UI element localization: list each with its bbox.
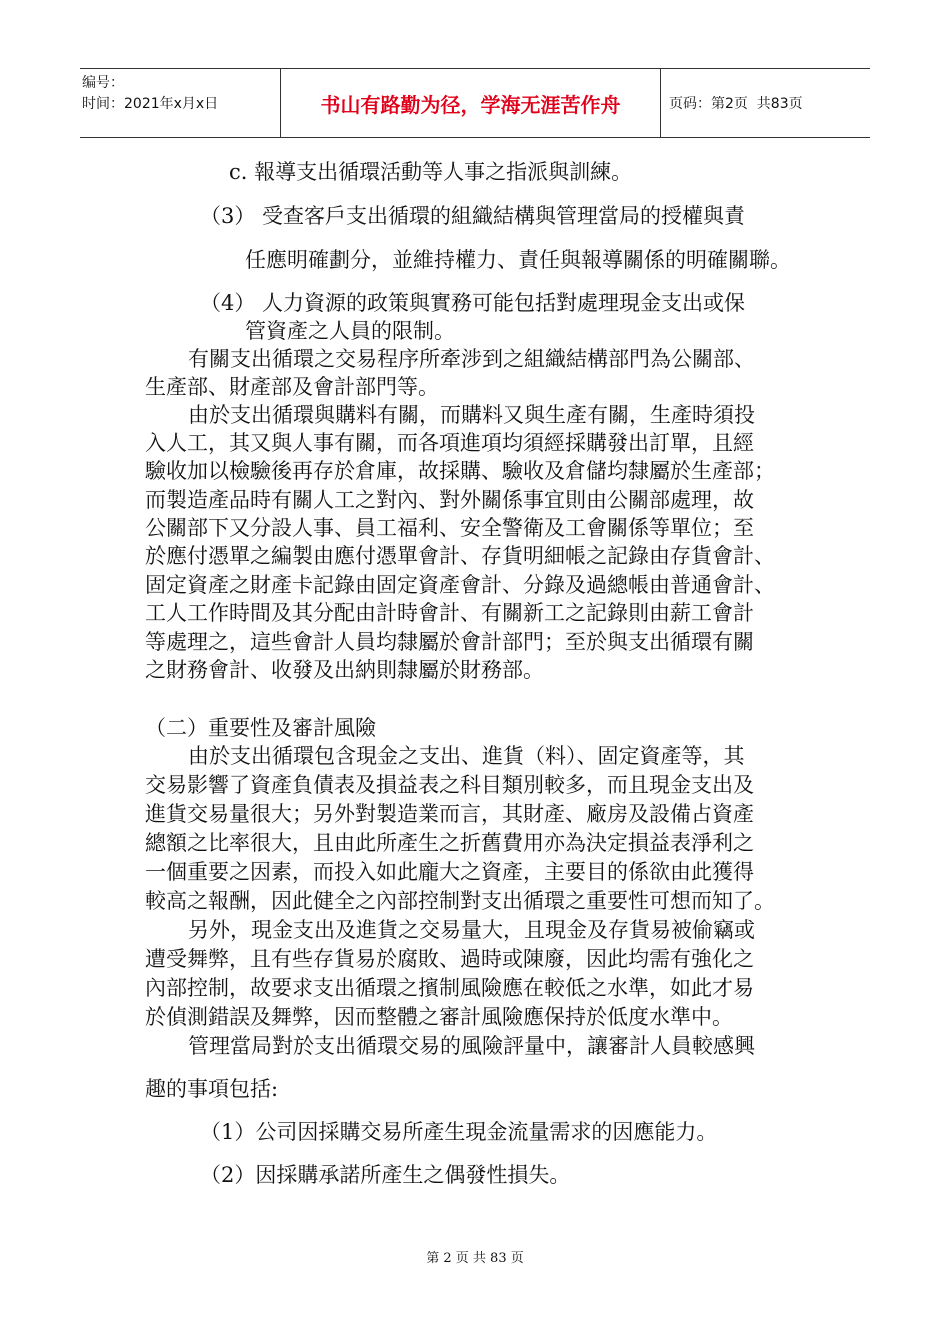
body-line: 入人工，其又與人事有關，而各項進項均須經採購發出訂單，且經	[145, 431, 754, 455]
body-line: c. 報導支出循環活動等人事之指派與訓練。	[229, 160, 633, 184]
document-time-label: 时间：2021年x月x日	[82, 96, 219, 112]
body-line: 總額之比率很大，且由此所產生之折舊費用亦為決定損益表淨利之	[145, 831, 754, 855]
body-line: 驗收加以檢驗後再存於倉庫，故採購、驗收及倉儲均隸屬於生產部；	[145, 459, 775, 483]
body-line: 生產部、財產部及會計部門等。	[145, 375, 439, 399]
header-page-info: 页码：第2页 共83页	[669, 96, 803, 112]
page-footer: 第 2 页 共 83 页	[426, 1251, 524, 1266]
header-motto: 书山有路勤为径，学海无涯苦作舟	[281, 69, 661, 137]
body-line: （4） 人力資源的政策與實務可能包括對處理現金支出或保	[200, 291, 746, 315]
document-number-label: 编号：	[82, 75, 124, 91]
header-info-cell	[80, 69, 281, 137]
body-line: 於應付憑單之編製由應付憑單會計、存貨明細帳之記錄由存貨會計、	[145, 544, 775, 568]
body-line: 固定資產之財產卡記錄由固定資產會計、分錄及過總帳由普通會計、	[145, 573, 775, 597]
body-line: 管理當局對於支出循環交易的風險評量中，讓審計人員較感興	[188, 1034, 755, 1058]
body-line: 一個重要之因素，而投入如此龐大之資產，主要目的係欲由此獲得	[145, 860, 754, 884]
body-line: 於偵測錯誤及舞弊，因而整體之審計風險應保持於低度水準中。	[145, 1005, 733, 1029]
body-line: 交易影響了資產負債表及損益表之科目類別較多，而且現金支出及	[145, 773, 754, 797]
body-line: 內部控制，故要求支出循環之擯制風險應在較低之水準，如此才易	[145, 976, 754, 1000]
body-line: 由於支出循環包含現金之支出、進貨（料）、固定資產等，其	[188, 744, 745, 768]
body-line: 之財務會計、收發及出納則隸屬於財務部。	[145, 658, 544, 682]
body-line: 由於支出循環與購料有關，而購料又與生產有關，生產時須投	[188, 403, 755, 427]
list-item: （1）公司因採購交易所產生現金流量需求的因應能力。	[200, 1120, 718, 1144]
list-item: （2）因採購承諾所產生之偶發性損失。	[200, 1163, 571, 1187]
body-line: 管資產之人員的限制。	[245, 319, 455, 343]
body-line: 遭受舞弊，且有些存貨易於腐敗、過時或陳廢，因此均需有強化之	[145, 947, 754, 971]
body-line: 公關部下又分設人事、員工福利、安全警衛及工會關係等單位；至	[145, 516, 754, 540]
body-line: 趣的事項包括:	[145, 1077, 279, 1101]
page-header	[80, 68, 870, 138]
body-line: 另外，現金支出及進貨之交易量大，且現金及存貨易被偷竊或	[188, 918, 755, 942]
body-line: 有關支出循環之交易程序所牽涉到之組織結構部門為公關部、	[188, 347, 755, 371]
body-line: （3） 受查客戶支出循環的組織結構與管理當局的授權與責	[200, 204, 746, 228]
body-line: 進貨交易量很大；另外對製造業而言，其財產、廠房及設備占資產	[145, 802, 754, 826]
section-heading: （二）重要性及審計風險	[145, 716, 376, 740]
body-line: 任應明確劃分，並維持權力、責任與報導關係的明確關聯。	[245, 248, 791, 272]
body-line: 等處理之，這些會計人員均隸屬於會計部門；至於與支出循環有關	[145, 630, 754, 654]
body-line: 工人工作時間及其分配由計時會計、有關新工之記錄則由薪工會計	[145, 601, 754, 625]
body-line: 而製造產品時有關人工之對內、對外關係事宜則由公關部處理，故	[145, 488, 754, 512]
body-line: 較高之報酬，因此健全之內部控制對支出循環之重要性可想而知了。	[145, 889, 775, 913]
